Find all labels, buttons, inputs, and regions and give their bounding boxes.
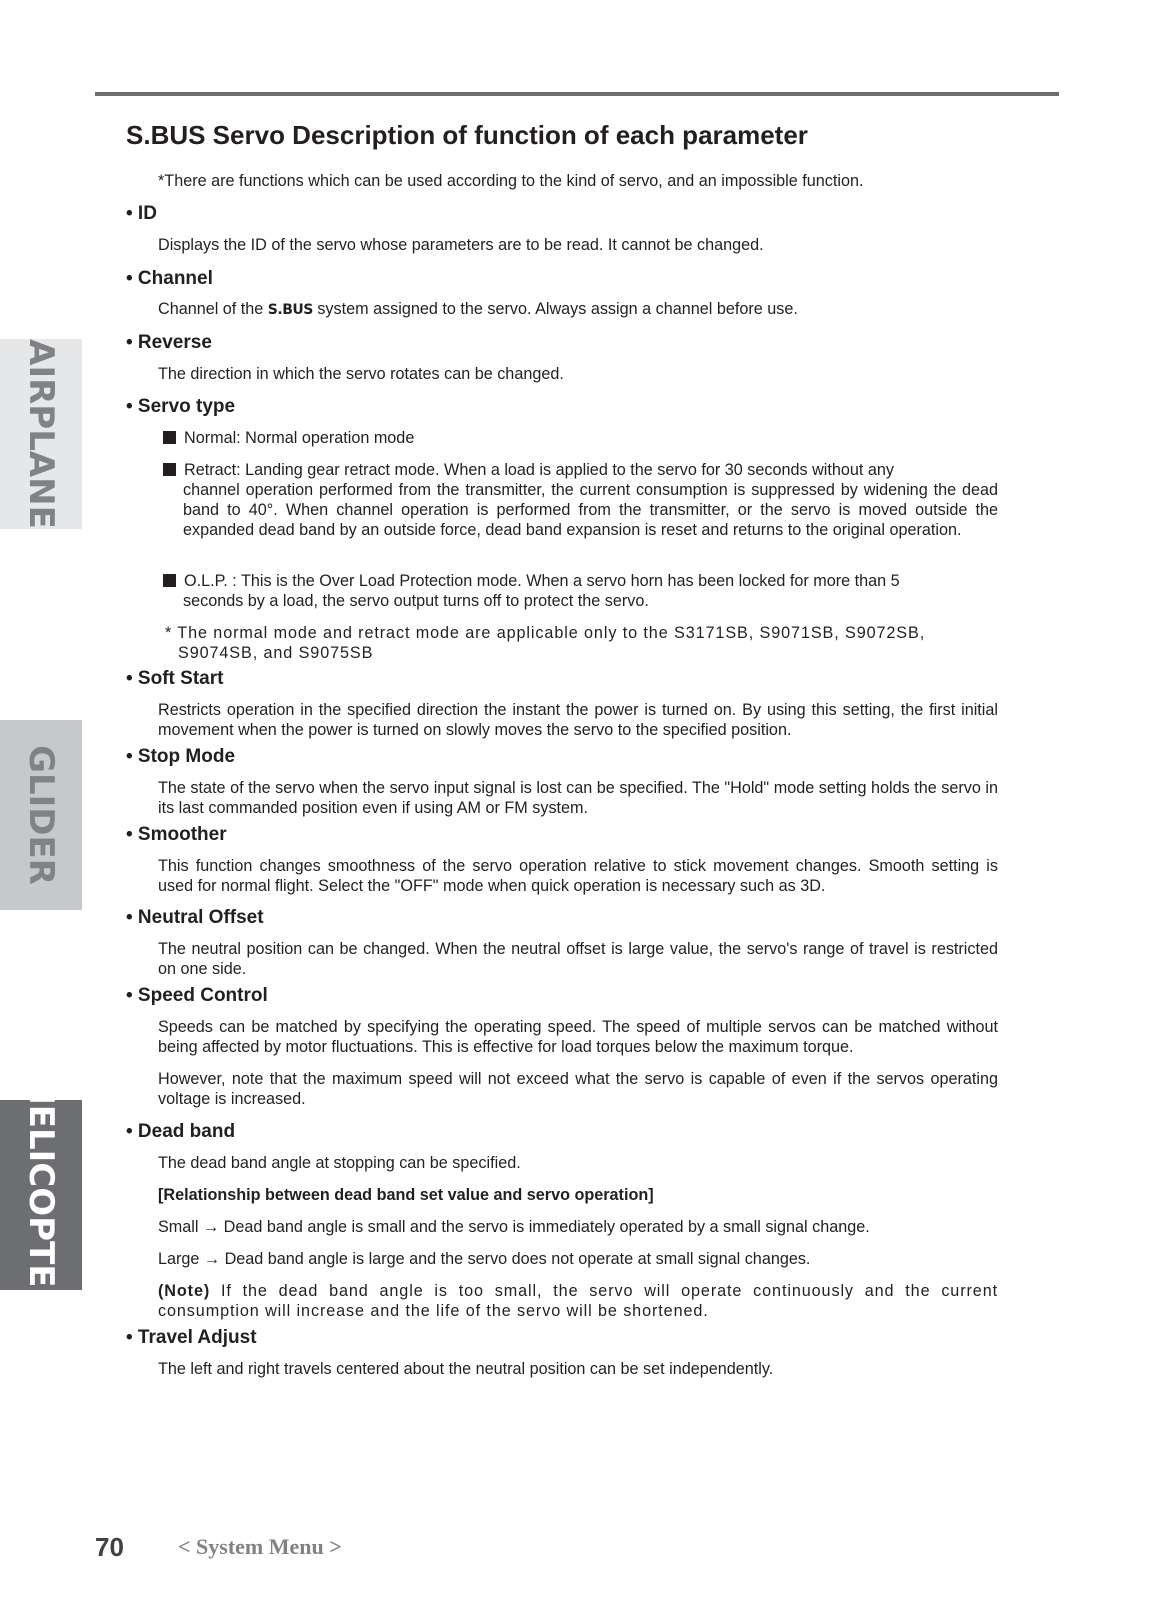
text-speed-control-2: However, note that the maximum speed will not exceed what the servo is capable of even if the servos operating voltage is increased. bbox=[158, 1070, 998, 1108]
side-tab-label: HELICOPTER bbox=[21, 1076, 61, 1314]
heading-neutral-offset: • Neutral Offset bbox=[126, 907, 264, 928]
note-text: If the dead band angle is too small, the servo will operate continuously and the current consumption will increase and the life of the servo will be shortened. bbox=[158, 1282, 998, 1320]
sbus-brand: S.BUS bbox=[267, 302, 313, 318]
text-travel-adjust: The left and right travels centered about the neutral position can be set independently. bbox=[158, 1360, 774, 1378]
footer-section-label: < System Menu > bbox=[178, 1534, 342, 1559]
bullet-text: Retract: Landing gear retract mode. When a load is applied to the servo for 30 seconds without any bbox=[184, 461, 894, 479]
dead-band-relationship: [Relationship between dead band set value and servo operation] bbox=[158, 1186, 654, 1204]
heading-channel: • Channel bbox=[126, 268, 213, 289]
bullet-text: Normal: Normal operation mode bbox=[184, 429, 415, 447]
dead-band-large: Large → Dead band angle is large and the servo does not operate at small signal changes. bbox=[158, 1250, 811, 1268]
heading-dead-band: • Dead band bbox=[126, 1121, 236, 1142]
channel-text-end: system assigned to the servo. Always assign a channel before use. bbox=[312, 300, 798, 318]
heading-travel-adjust: • Travel Adjust bbox=[126, 1327, 257, 1348]
dead-band-note bbox=[158, 1281, 998, 1321]
text-stop-mode: The state of the servo when the servo input signal is lost can be specified. The "Hold" mode setting holds the servo in its last commanded position even if using AM or FM system. bbox=[158, 779, 998, 817]
bullet-text-continued: channel operation performed from the transmitter, the current consumption is suppressed by widening the dead band to 40°. When channel operation is performed from the transmitter, or the servo is moved outside the expanded dead band by an outside force, dead band expansion is reset and returns to the original operation. bbox=[183, 481, 998, 539]
text-neutral-offset: The neutral position can be changed. When the neutral offset is large value, the servo's range of travel is restricted on one side. bbox=[158, 940, 998, 978]
note-label: (Note) bbox=[158, 1282, 211, 1300]
bullet-normal bbox=[163, 428, 998, 448]
side-tab-label: GLIDER bbox=[21, 745, 61, 885]
dead-band-small: Small → Dead band angle is small and the servo is immediately operated by a small signal change. bbox=[158, 1218, 870, 1236]
bullet-text-continued: seconds by a load, the servo output turns off to protect the servo. bbox=[183, 592, 649, 610]
heading-reverse: • Reverse bbox=[126, 332, 212, 353]
heading-speed-control: • Speed Control bbox=[126, 985, 268, 1006]
text-speed-control-1: Speeds can be matched by specifying the operating speed. The speed of multiple servos can be matched without being affected by motor fluctuations. This is effective for load torques below the maximum torque. bbox=[158, 1018, 998, 1056]
page-title: S.BUS Servo Description of function of each parameter bbox=[126, 120, 808, 150]
square-bullet-icon bbox=[163, 431, 176, 444]
bullet-retract bbox=[163, 460, 998, 540]
text-dead-band: The dead band angle at stopping can be specified. bbox=[158, 1154, 521, 1172]
note-text-continued: S9074SB, and S9075SB bbox=[178, 644, 374, 662]
square-bullet-icon bbox=[163, 574, 176, 587]
square-bullet-icon bbox=[163, 463, 176, 476]
bullet-text: O.L.P. : This is the Over Load Protection mode. When a servo horn has been locked for more than 5 bbox=[184, 572, 900, 590]
text-soft-start: Restricts operation in the specified direction the instant the power is turned on. By using this setting, the first initial movement when the power is turned on slowly moves the servo to the specified position. bbox=[158, 701, 998, 739]
text-channel bbox=[158, 299, 998, 320]
heading-soft-start: • Soft Start bbox=[126, 668, 224, 689]
bullet-olp bbox=[163, 571, 998, 611]
servo-type-note bbox=[165, 623, 998, 663]
text-reverse: The direction in which the servo rotates can be changed. bbox=[158, 365, 564, 383]
heading-id: • ID bbox=[126, 203, 157, 224]
heading-smoother: • Smoother bbox=[126, 824, 227, 845]
text-id: Displays the ID of the servo whose parameters are to be read. It cannot be changed. bbox=[158, 236, 764, 254]
page-number: 70 bbox=[95, 1532, 124, 1562]
note-text: * The normal mode and retract mode are applicable only to the S3171SB, S9071SB, S9072SB, bbox=[165, 624, 926, 642]
intro-note: *There are functions which can be used according to the kind of servo, and an impossible function. bbox=[158, 172, 864, 190]
text-smoother: This function changes smoothness of the servo operation relative to stick movement changes. Smooth setting is used for normal flight. Select the "OFF" mode when quick operation is necessary such as 3D. bbox=[158, 857, 998, 895]
heading-servo-type: • Servo type bbox=[126, 396, 236, 417]
heading-stop-mode: • Stop Mode bbox=[126, 746, 236, 767]
side-tab-label: AIRPLANE bbox=[21, 339, 61, 529]
channel-text-start: Channel of the bbox=[158, 300, 268, 318]
